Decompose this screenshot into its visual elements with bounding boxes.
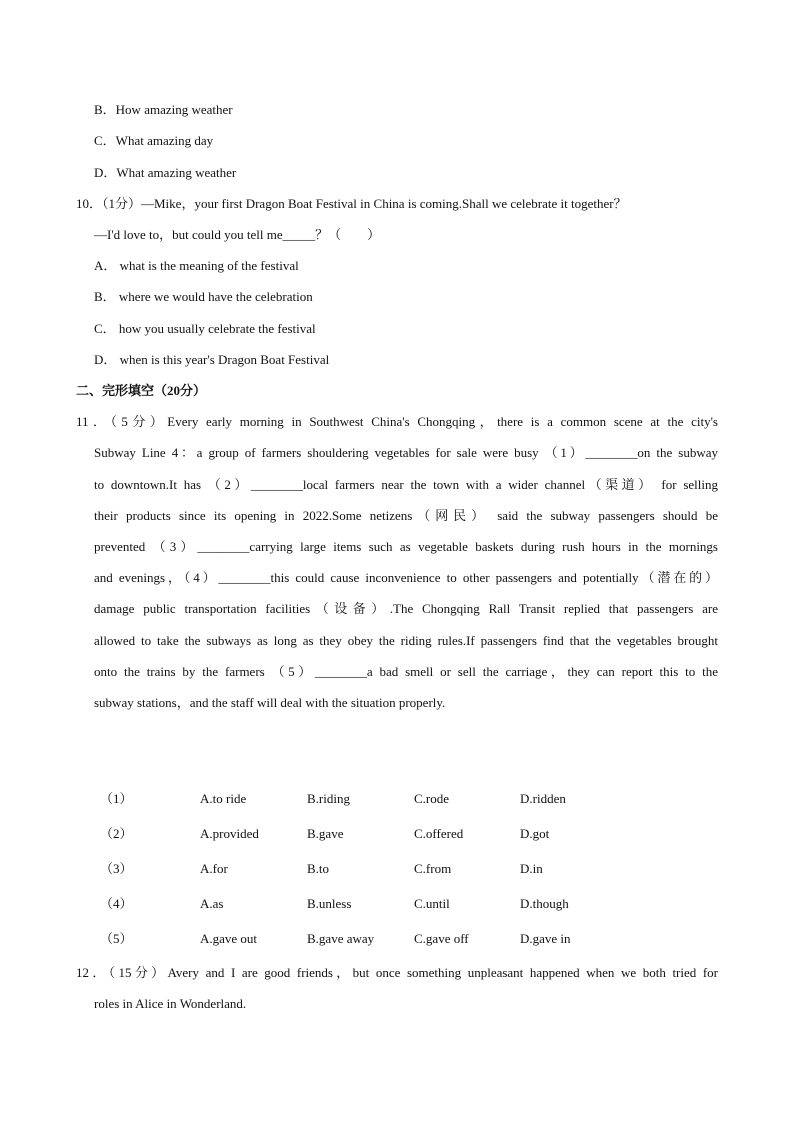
choice-c: C.until	[414, 896, 450, 911]
choice-number: （1）	[100, 791, 133, 806]
q11-line-9: onto the trains by the farmers （5）________a bad smell or sell the carriage，they can report this to the	[94, 664, 718, 679]
q11-line-2: Subway Line 4：a group of farmers shouldering vegetables for sale were busy （1）________on the subway	[94, 445, 718, 460]
q9-option-b: B．How amazing weather	[94, 102, 233, 117]
q11-line-10: subway stations，and the staff will deal with the situation properly.	[94, 695, 446, 710]
choice-b: B.gave away	[307, 931, 375, 946]
choice-number: （2）	[100, 826, 133, 841]
choice-row	[94, 860, 714, 878]
choice-c: C.rode	[414, 791, 450, 806]
choice-c: C.from	[414, 861, 452, 876]
choice-d: D.though	[520, 896, 569, 911]
choice-row	[94, 895, 714, 913]
q11-line-7: damage public transportation facilities（设备）.The Chongqing Rall Transit replied that passengers are	[94, 601, 718, 616]
q11-line-1: 11．（5分）Every early morning in Southwest China's Chongqing，there is a common scene at the city's	[76, 414, 718, 429]
choice-b: B.unless	[307, 896, 352, 911]
choice-b: B.riding	[307, 791, 350, 806]
choice-number: （5）	[100, 931, 133, 946]
q10-stem: 10．（1分）—Mike，your first Dragon Boat Festival in China is coming.Shall we celebrate it together？	[76, 196, 627, 211]
choice-a: A.provided	[200, 826, 259, 841]
q11-line-6: and evenings，（4）________this could cause inconvenience to other passengers and potentially（潜在的）	[94, 570, 718, 585]
q11-line-4: their products since its opening in 2022.Some netizens（网民） said the subway passengers should be	[94, 508, 718, 523]
choice-row	[94, 930, 714, 948]
q11-line-8: allowed to take the subways as long as they obey the riding rules.If passengers find that the vegetables brought	[94, 633, 718, 648]
q10-option-b: B． where we would have the celebration	[94, 289, 313, 304]
choice-d: D.gave in	[520, 931, 571, 946]
choice-a: A.gave out	[200, 931, 258, 946]
q9-option-c: C．What amazing day	[94, 133, 214, 148]
choice-row	[94, 790, 714, 808]
section-heading: 二、完形填空（20分）	[76, 383, 207, 398]
choice-b: B.gave	[307, 826, 344, 841]
choice-d: D.in	[520, 861, 543, 876]
q10-option-c: C． how you usually celebrate the festival	[94, 321, 316, 336]
q10-option-d: D． when is this year's Dragon Boat Festival	[94, 352, 330, 367]
choice-a: A.for	[200, 861, 228, 876]
q11-line-5: prevented （3）________carrying large items such as vegetable baskets during rush hours in the mornings	[94, 539, 718, 554]
q9-option-d: D．What amazing weather	[94, 165, 237, 180]
q11-line-3: to downtown.It has （2）________local farmers near the town with a wider channel（渠道） for selling	[94, 477, 718, 492]
q12-line-1: 12．（15分）Avery and I are good friends，but once something unpleasant happened when we both tried for	[76, 965, 718, 980]
q12-line-2: roles in Alice in Wonderland.	[94, 996, 247, 1011]
choice-a: A.as	[200, 896, 224, 911]
choice-c: C.gave off	[414, 931, 469, 946]
choice-d: D.got	[520, 826, 550, 841]
q10-option-a: A． what is the meaning of the festival	[94, 258, 299, 273]
q10-reply: —I'd love to，but could you tell me_____？（ ）	[94, 227, 381, 242]
choice-a: A.to ride	[200, 791, 247, 806]
choice-number: （4）	[100, 896, 133, 911]
choice-b: B.to	[307, 861, 330, 876]
choice-c: C.offered	[414, 826, 464, 841]
choice-d: D.ridden	[520, 791, 566, 806]
choice-number: （3）	[100, 861, 133, 876]
choice-row	[94, 825, 714, 843]
